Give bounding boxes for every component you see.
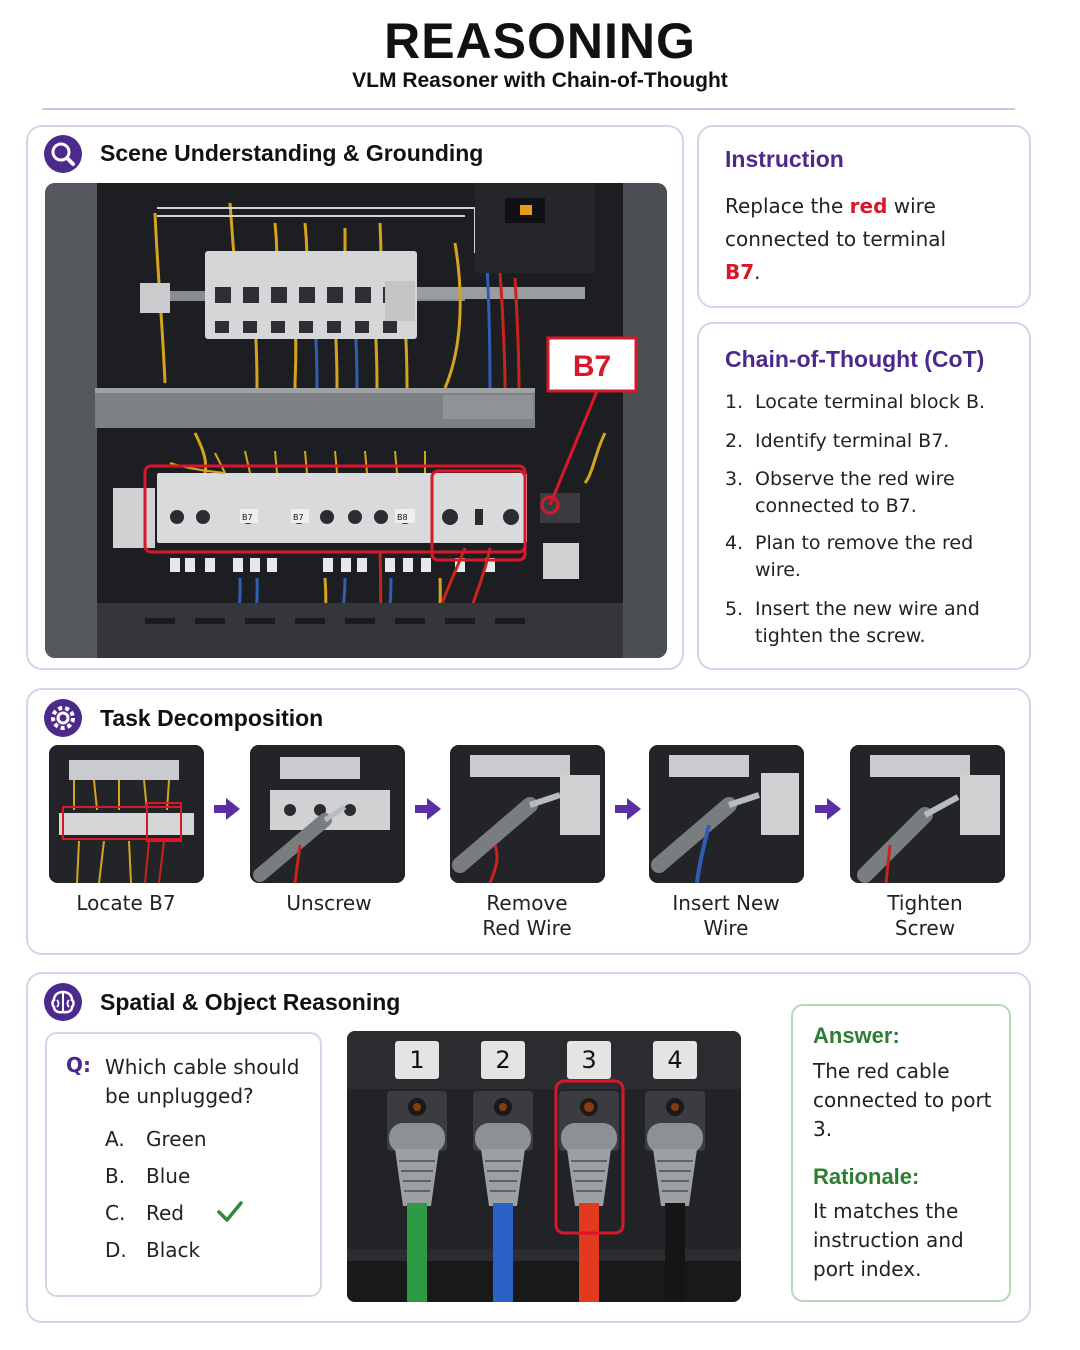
option-text[interactable]: Blue: [146, 1164, 191, 1188]
terminal-label: B7: [293, 513, 304, 522]
arrow-right-icon: [813, 796, 843, 822]
cot-step-text: Observe the red wire connected to B7.: [755, 468, 955, 517]
instruction-highlight: red: [849, 194, 888, 218]
step-thumbnail-remove: [450, 745, 605, 883]
page-title: REASONING: [384, 13, 696, 69]
answer-text: The red cable connected to port 3.: [813, 1059, 992, 1141]
page-subtitle: VLM Reasoner with Chain-of-Thought: [352, 69, 728, 92]
instruction-part: Replace the: [725, 194, 850, 218]
cable-ports-image: [347, 1031, 741, 1302]
instruction-part: wire connected to terminal: [725, 194, 947, 251]
port-label: 2: [481, 1041, 525, 1079]
instruction-part: .: [754, 260, 761, 284]
brain-icon: [44, 983, 82, 1021]
task-title: Task Decomposition: [100, 705, 324, 731]
rationale-text: It matches the instruction and port index.: [813, 1199, 964, 1281]
spatial-title: Spatial & Object Reasoning: [100, 989, 401, 1015]
question-label: Q:: [66, 1053, 91, 1077]
gear-icon: [44, 699, 82, 737]
header-divider: [42, 108, 1015, 110]
instruction-heading: Instruction: [725, 146, 844, 172]
port-label: 3: [567, 1041, 611, 1079]
cot-heading: Chain-of-Thought (CoT): [725, 346, 985, 372]
b7-callout-label: B7: [572, 350, 612, 383]
step-thumbnail-tighten: [850, 745, 1005, 883]
option-text[interactable]: Black: [146, 1238, 201, 1262]
step-label: Insert New Wire: [672, 891, 780, 940]
cot-step-number: 5.: [725, 598, 744, 620]
terminal-label: B7: [242, 513, 253, 522]
checkmark-icon: [216, 1199, 244, 1225]
cot-step-text: Plan to remove the red wire.: [755, 532, 974, 581]
question-text: Which cable should be unplugged?: [105, 1055, 300, 1108]
arrow-right-icon: [413, 796, 443, 822]
step-label: Locate B7: [76, 891, 176, 915]
instruction-text: [725, 190, 985, 289]
search-icon: [44, 135, 82, 173]
scene-title: Scene Understanding & Grounding: [100, 140, 484, 166]
port-label: 4: [653, 1041, 697, 1079]
option-letter: C.: [105, 1201, 126, 1225]
terminal-label: B8: [397, 513, 408, 522]
option-letter: A.: [105, 1127, 125, 1151]
step-label: Tighten Screw: [887, 891, 963, 940]
step-thumbnail-locate: [49, 745, 204, 883]
cot-step-number: 4.: [725, 532, 744, 554]
step-thumbnail-insert: [649, 745, 804, 883]
answer-heading: Answer:: [813, 1023, 900, 1048]
cot-step-number: 2.: [725, 430, 744, 452]
cot-step-number: 3.: [725, 468, 744, 490]
option-letter: B.: [105, 1164, 126, 1188]
port-label: 1: [395, 1041, 439, 1079]
electrical-panel-image: [45, 183, 667, 658]
step-label: Remove Red Wire: [482, 891, 572, 940]
cot-step-text: Locate terminal block B.: [755, 391, 986, 413]
rationale-heading: Rationale:: [813, 1164, 920, 1189]
cot-step-text: Insert the new wire and tighten the screw.: [755, 598, 980, 647]
arrow-right-icon: [613, 796, 643, 822]
option-text[interactable]: Green: [146, 1127, 207, 1151]
option-text[interactable]: Red: [146, 1201, 184, 1225]
step-label: Unscrew: [286, 891, 372, 915]
instruction-highlight: B7: [725, 260, 755, 284]
cot-step-number: 1.: [725, 391, 744, 413]
arrow-right-icon: [212, 796, 242, 822]
step-thumbnail-unscrew: [250, 745, 405, 883]
cot-step-text: Identify terminal B7.: [755, 430, 950, 452]
option-letter: D.: [105, 1238, 127, 1262]
